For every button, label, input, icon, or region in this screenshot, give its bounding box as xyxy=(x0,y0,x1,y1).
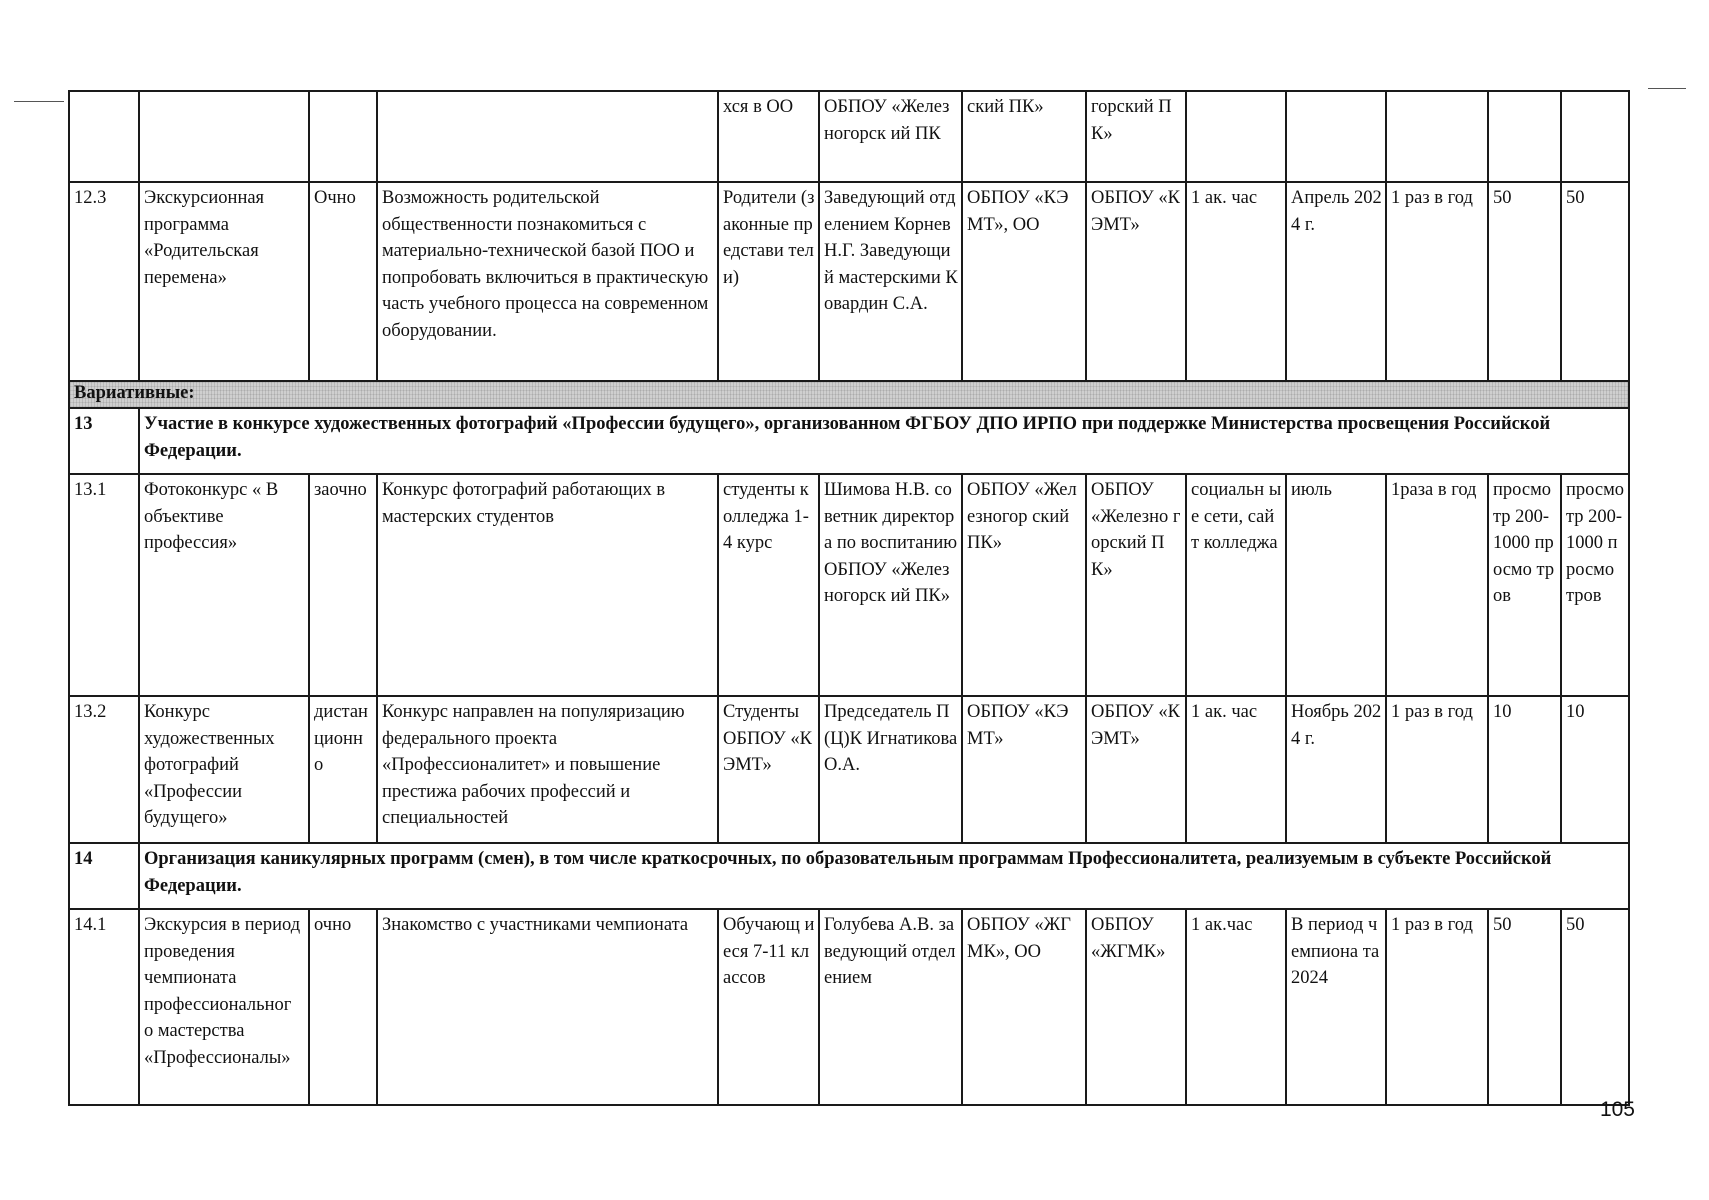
cell-venue: ОБПОУ «КЭМТ» xyxy=(1086,696,1186,843)
cell-count1: 50 xyxy=(1488,182,1561,381)
cell-frequency: 1раза в год xyxy=(1386,474,1488,696)
cell-name: Фотоконкурс « В объективе профессия» xyxy=(139,474,309,696)
scan-edge-mark-right xyxy=(1648,88,1686,89)
cell-responsible: Председатель П(Ц)К Игнатикова О.А. xyxy=(819,696,962,843)
cell-duration: 1 ак. час xyxy=(1186,696,1286,843)
cell-count2: 50 xyxy=(1561,182,1629,381)
cell-name xyxy=(139,91,309,182)
cell-responsible: ОБПОУ «Железногорск ий ПК xyxy=(819,91,962,182)
cell-name: Экскурсия в период проведения чемпионата профессиональног о мастерства «Профессионалы» xyxy=(139,909,309,1105)
cell-form: очно xyxy=(309,909,377,1105)
cell-venue: ОБПОУ «Железно горский ПК» xyxy=(1086,474,1186,696)
cell-desc: Возможность родительской общественности познакомиться с материально-технической базой ПОО и попробовать включиться в практическую часть учебного процесса на современном оборудовании. xyxy=(377,182,718,381)
scan-edge-mark-left xyxy=(14,101,64,102)
cell-count2: 10 xyxy=(1561,696,1629,843)
cell-desc: Знакомство с участниками чемпионата xyxy=(377,909,718,1105)
section-13-num: 13 xyxy=(69,408,139,474)
table-row-continued xyxy=(69,91,1629,182)
cell-num: 13.1 xyxy=(69,474,139,696)
cell-date: В период чемпиона та 2024 xyxy=(1286,909,1386,1105)
cell-venue: ОБПОУ «ЖГМК» xyxy=(1086,909,1186,1105)
section-13-title: Участие в конкурсе художественных фотографий «Профессии будущего», организованном ФГБОУ ДПО ИРПО при поддержке Министерства просвещения Российской Федерации. xyxy=(139,408,1629,474)
cell-duration: 1 ак. час xyxy=(1186,182,1286,381)
cell-num: 12.3 xyxy=(69,182,139,381)
cell-organizer: ский ПК» xyxy=(962,91,1086,182)
section-variant-label: Вариативные: xyxy=(69,381,1629,408)
cell-desc: Конкурс направлен на популяризацию федерального проекта «Профессионалитет» и повышение престижа рабочих профессий и специальностей xyxy=(377,696,718,843)
cell-num: 13.2 xyxy=(69,696,139,843)
cell-frequency: 1 раз в год xyxy=(1386,909,1488,1105)
section-14-title: Организация каникулярных программ (смен), в том числе краткосрочных, по образовательным программам Профессионалитета, реализуемым в субъекте Российской Федерации. xyxy=(139,843,1629,909)
cell-count1 xyxy=(1488,91,1561,182)
cell-date: Апрель 2024 г. xyxy=(1286,182,1386,381)
table-row-13-1 xyxy=(69,474,1629,696)
cell-num: 14.1 xyxy=(69,909,139,1105)
cell-organizer: ОБПОУ «ЖГМК», ОО xyxy=(962,909,1086,1105)
cell-num xyxy=(69,91,139,182)
cell-responsible: Голубева А.В. заведующий отделением xyxy=(819,909,962,1105)
section-13-row xyxy=(69,408,1629,474)
cell-frequency: 1 раз в год xyxy=(1386,182,1488,381)
events-table xyxy=(68,90,1630,1106)
cell-frequency xyxy=(1386,91,1488,182)
cell-audience: Родители (законные представи тели) xyxy=(718,182,819,381)
cell-count1: 10 xyxy=(1488,696,1561,843)
cell-desc: Конкурс фотографий работающих в мастерских студентов xyxy=(377,474,718,696)
section-14-num: 14 xyxy=(69,843,139,909)
cell-duration: социальн ые сети, сайт колледжа xyxy=(1186,474,1286,696)
cell-venue: ОБПОУ «КЭМТ» xyxy=(1086,182,1186,381)
cell-responsible: Шимова Н.В. советник директора по воспитанию ОБПОУ «Железногорск ий ПК» xyxy=(819,474,962,696)
table-row-13-2 xyxy=(69,696,1629,843)
cell-date: Ноябрь 2024 г. xyxy=(1286,696,1386,843)
cell-audience: Обучающ иеся 7-11 классов xyxy=(718,909,819,1105)
cell-count1: 50 xyxy=(1488,909,1561,1105)
cell-organizer: ОБПОУ «Железногор ский ПК» xyxy=(962,474,1086,696)
cell-venue: горский ПК» xyxy=(1086,91,1186,182)
cell-audience: Студенты ОБПОУ «КЭМТ» xyxy=(718,696,819,843)
cell-responsible: Заведующий отделением Корнев Н.Г. Заведующий мастерскими Ковардин С.А. xyxy=(819,182,962,381)
cell-form: Очно xyxy=(309,182,377,381)
cell-date xyxy=(1286,91,1386,182)
cell-audience: хся в ОО xyxy=(718,91,819,182)
cell-audience: студенты колледжа 1-4 курс xyxy=(718,474,819,696)
cell-name: Конкурс художественных фотографий «Профессии будущего» xyxy=(139,696,309,843)
cell-organizer: ОБПОУ «КЭМТ», ОО xyxy=(962,182,1086,381)
cell-duration xyxy=(1186,91,1286,182)
section-14-row xyxy=(69,843,1629,909)
cell-count2: просмо тр 200-1000 просмо тров xyxy=(1561,474,1629,696)
cell-form: заочно xyxy=(309,474,377,696)
cell-count1: просмо тр 200-1000 просмо тров xyxy=(1488,474,1561,696)
cell-count2 xyxy=(1561,91,1629,182)
table-row-12-3 xyxy=(69,182,1629,381)
section-variant-row xyxy=(69,381,1629,408)
cell-desc xyxy=(377,91,718,182)
page-number: 105 xyxy=(1599,1098,1635,1121)
cell-count2: 50 xyxy=(1561,909,1629,1105)
cell-date: июль xyxy=(1286,474,1386,696)
cell-duration: 1 ак.час xyxy=(1186,909,1286,1105)
cell-name: Экскурсионная программа «Родительская перемена» xyxy=(139,182,309,381)
cell-form: дистан ционн о xyxy=(309,696,377,843)
table-row-14-1 xyxy=(69,909,1629,1105)
cell-form xyxy=(309,91,377,182)
cell-frequency: 1 раз в год xyxy=(1386,696,1488,843)
cell-organizer: ОБПОУ «КЭМТ» xyxy=(962,696,1086,843)
